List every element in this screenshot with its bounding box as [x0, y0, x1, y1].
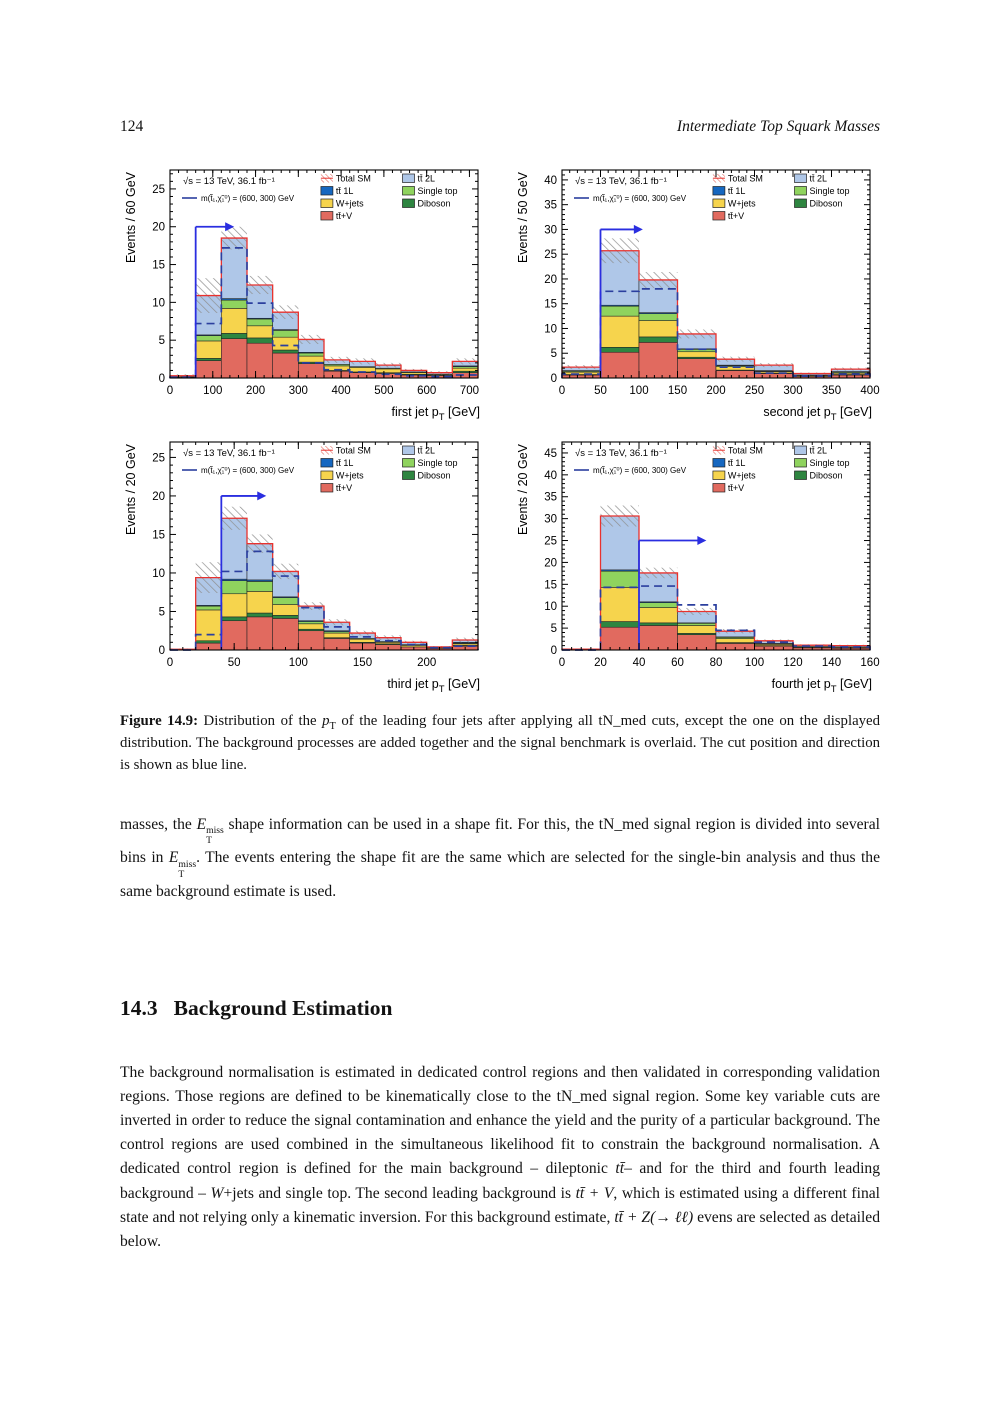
svg-text:10: 10	[544, 323, 557, 336]
chart-first-jet-pt	[120, 162, 488, 424]
svg-text:tt̄+V: tt̄+V	[727, 211, 745, 221]
svg-text:25: 25	[544, 249, 557, 262]
svg-text:500: 500	[374, 385, 394, 397]
figure-caption: Figure 14.9: Distribution of the $p_T$ of the leading four jets after applying all tN_med cuts, except the one on the displayed distribution. The background processes are added together and the signal benchmark is overlaid. The cut position and direction is shown as blue line.	[120, 713, 881, 774]
svg-text:second jet pT [GeV]: second jet $p_T$ [GeV]	[763, 405, 872, 423]
svg-text:tt̄+V: tt̄+V	[335, 483, 353, 493]
svg-text:20: 20	[594, 657, 607, 669]
svg-text:√s = 13 TeV, 36.1 fb⁻¹: √s = 13 TeV, 36.1 fb⁻¹	[183, 176, 275, 187]
svg-text:250: 250	[744, 385, 765, 397]
svg-text:0: 0	[158, 645, 165, 657]
svg-text:0: 0	[550, 373, 557, 385]
svg-text:Events / 20 GeV: Events / 20 GeV	[516, 444, 530, 536]
chart-fourth-jet-pt	[512, 434, 880, 696]
svg-text:tt̄ 1L: tt̄ 1L	[727, 458, 746, 468]
svg-text:10: 10	[544, 601, 557, 614]
svg-text:Total SM: Total SM	[727, 173, 763, 184]
chart-second-jet-pt	[512, 162, 880, 424]
svg-text:tt̄ 1L: tt̄ 1L	[335, 186, 354, 196]
figure-14-9	[120, 162, 880, 696]
paragraph-background-estimation: The background normalisation is estimated in dedicated control regions and then validated in corresponding validation regions. Those regions are defined to be kinematically close to the tN_med signal region. Some key variable cuts are inverted in order to reduce the signal contamination and enhance the yield and the purity of a particular background. The control regions are used combined in the simultaneous likelihood fit to constrain the background normalisation. A dedicated control region is defined for the main background – dileptonic tt̄– and for the third and fourth leading background – W+jets and single top. The second leading background is tt̄ + V, which is estimated using a different final state and not relying only a kinematic inversion. For this background estimate, tt̄ + Z(→ ℓℓ) evens are selected as detailed below.	[120, 1063, 880, 1250]
svg-text:300: 300	[288, 385, 308, 397]
svg-text:m(t̃₁,χ̃₁⁰) = (600, 300) GeV: m(t̃₁,χ̃₁⁰) = (600, 300) GeV	[593, 466, 687, 475]
svg-text:5: 5	[550, 348, 557, 361]
svg-text:tt̄ 1L: tt̄ 1L	[335, 458, 354, 468]
svg-text:0: 0	[166, 385, 174, 397]
svg-text:m(t̃₁,χ̃₁⁰) = (600, 300) GeV: m(t̃₁,χ̃₁⁰) = (600, 300) GeV	[201, 466, 295, 475]
svg-text:tt̄+V: tt̄+V	[335, 211, 353, 221]
svg-text:Single top: Single top	[417, 458, 458, 468]
svg-text:600: 600	[417, 385, 437, 397]
svg-text:Events / 50 GeV: Events / 50 GeV	[516, 172, 530, 264]
svg-text:700: 700	[459, 385, 480, 397]
svg-text:400: 400	[331, 385, 351, 397]
svg-text:Diboson: Diboson	[417, 470, 451, 481]
svg-text:200: 200	[245, 385, 266, 397]
svg-text:√s = 13 TeV, 36.1 fb⁻¹: √s = 13 TeV, 36.1 fb⁻¹	[183, 448, 275, 459]
svg-text:100: 100	[288, 657, 308, 669]
svg-text:25: 25	[152, 183, 165, 196]
svg-text:100: 100	[744, 657, 765, 669]
svg-text:W+jets: W+jets	[727, 470, 756, 481]
svg-text:Diboson: Diboson	[809, 198, 843, 209]
svg-text:tt̄ 2L: tt̄ 2L	[809, 445, 828, 456]
svg-text:tt̄+V: tt̄+V	[727, 483, 745, 493]
svg-text:200: 200	[417, 657, 437, 669]
svg-text:√s = 13 TeV, 36.1 fb⁻¹: √s = 13 TeV, 36.1 fb⁻¹	[575, 176, 667, 187]
svg-text:20: 20	[152, 221, 165, 234]
svg-text:10: 10	[152, 567, 165, 580]
svg-text:Single top: Single top	[809, 458, 850, 468]
svg-text:Single top: Single top	[809, 186, 850, 196]
svg-text:160: 160	[860, 657, 880, 669]
svg-text:15: 15	[544, 298, 557, 311]
chart-third-jet-pt	[120, 434, 488, 696]
svg-text:20: 20	[544, 557, 557, 570]
svg-text:20: 20	[544, 273, 557, 286]
svg-text:0: 0	[166, 657, 174, 669]
svg-text:25: 25	[152, 452, 165, 465]
svg-text:20: 20	[152, 490, 165, 503]
svg-text:W+jets: W+jets	[335, 470, 364, 481]
svg-text:m(t̃₁,χ̃₁⁰) = (600, 300) GeV: m(t̃₁,χ̃₁⁰) = (600, 300) GeV	[593, 194, 687, 203]
third-jet-pt-histogram	[120, 434, 488, 696]
svg-text:80: 80	[709, 657, 723, 669]
svg-text:100: 100	[629, 385, 649, 397]
svg-text:tt̄ 2L: tt̄ 2L	[809, 173, 828, 184]
svg-text:15: 15	[152, 529, 165, 542]
section-number: 14.3	[120, 995, 158, 1020]
fourth-jet-pt-histogram	[512, 434, 880, 696]
svg-text:Diboson: Diboson	[809, 470, 843, 481]
svg-text:60: 60	[671, 657, 684, 669]
svg-text:350: 350	[821, 385, 842, 397]
svg-text:5: 5	[550, 623, 557, 636]
svg-text:30: 30	[544, 224, 557, 237]
svg-text:third jet pT [GeV]: third jet $p_T$ [GeV]	[387, 677, 480, 695]
svg-text:45: 45	[544, 447, 557, 460]
svg-text:Total SM: Total SM	[335, 445, 371, 456]
svg-text:tt̄ 2L: tt̄ 2L	[417, 445, 436, 456]
svg-text:√s = 13 TeV, 36.1 fb⁻¹: √s = 13 TeV, 36.1 fb⁻¹	[575, 448, 667, 459]
svg-text:40: 40	[632, 657, 646, 669]
svg-text:50: 50	[227, 657, 241, 669]
svg-text:W+jets: W+jets	[727, 198, 756, 209]
svg-text:140: 140	[821, 657, 842, 669]
svg-text:0: 0	[558, 385, 566, 397]
svg-text:10: 10	[152, 297, 165, 310]
svg-text:0: 0	[158, 373, 165, 385]
svg-text:Single top: Single top	[417, 186, 458, 196]
first-jet-pt-histogram	[120, 162, 488, 424]
page-number: 124	[120, 118, 144, 135]
svg-text:0: 0	[550, 645, 557, 657]
svg-text:100: 100	[203, 385, 223, 397]
svg-text:Events / 20 GeV: Events / 20 GeV	[124, 444, 138, 536]
svg-text:35: 35	[544, 491, 557, 504]
svg-text:0: 0	[558, 657, 566, 669]
svg-text:Total SM: Total SM	[335, 173, 371, 184]
svg-text:150: 150	[352, 657, 373, 669]
svg-text:tt̄ 1L: tt̄ 1L	[727, 186, 746, 196]
svg-text:5: 5	[158, 335, 165, 348]
svg-text:40: 40	[544, 469, 557, 482]
svg-text:300: 300	[783, 385, 803, 397]
running-title: Intermediate Top Squark Masses	[676, 118, 880, 135]
svg-text:400: 400	[860, 385, 880, 397]
svg-text:200: 200	[706, 385, 726, 397]
svg-text:30: 30	[544, 513, 557, 526]
svg-text:40: 40	[544, 174, 557, 187]
second-jet-pt-histogram	[512, 162, 880, 424]
svg-text:5: 5	[158, 606, 165, 619]
svg-text:50: 50	[594, 385, 607, 397]
svg-text:first jet pT [GeV]: first jet $p_T$ [GeV]	[391, 405, 480, 423]
svg-text:120: 120	[783, 657, 803, 669]
svg-text:W+jets: W+jets	[335, 198, 364, 209]
svg-text:m(t̃₁,χ̃₁⁰) = (600, 300) GeV: m(t̃₁,χ̃₁⁰) = (600, 300) GeV	[201, 194, 295, 203]
svg-text:150: 150	[667, 385, 688, 397]
svg-text:Diboson: Diboson	[417, 198, 451, 209]
paragraph-shape-fit: masses, the E miss T shape information can be used in a shape fit. For this, the tN_med signal region is divided into several bins in E miss T . The events entering the shape fit are the same which are selected for the single-bin analysis and thus the same background estimate is used.	[120, 815, 881, 900]
svg-text:fourth jet pT [GeV]: fourth jet $p_T$ [GeV]	[771, 677, 872, 695]
page-header	[120, 118, 880, 136]
svg-text:15: 15	[152, 259, 165, 272]
svg-text:35: 35	[544, 199, 557, 212]
svg-text:25: 25	[544, 535, 557, 548]
svg-text:tt̄ 2L: tt̄ 2L	[417, 173, 436, 184]
section-title: Background Estimation	[173, 995, 393, 1020]
svg-text:15: 15	[544, 579, 557, 592]
svg-text:Events / 60 GeV: Events / 60 GeV	[124, 172, 138, 264]
section-heading	[120, 996, 880, 1021]
svg-text:Total SM: Total SM	[727, 445, 763, 456]
